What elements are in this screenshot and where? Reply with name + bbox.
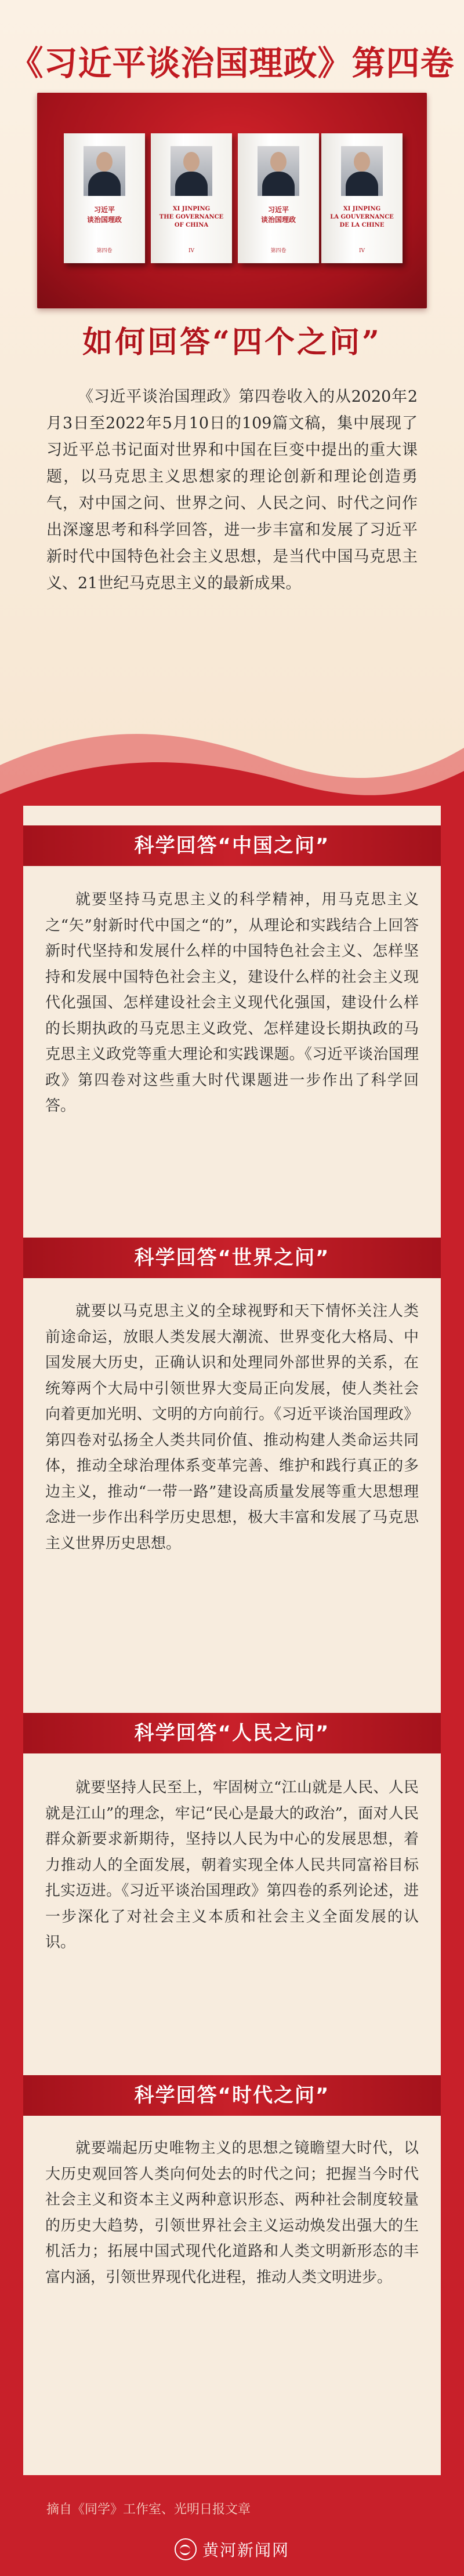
book-volume: 第四卷 [96,248,113,254]
section-title: 科学回答“世界之问” [23,1238,441,1278]
book-volume: IV [188,248,195,254]
section-title: 科学回答“中国之问” [23,825,441,866]
book-title: 习近平 谈治国理政 [260,206,296,224]
book-cover [64,133,145,263]
brand-name: 黄河新闻网 [202,2541,289,2560]
section-body: 就要坚持马克思主义的科学精神，用马克思主义之“矢”射新时代中国之“的”，从理论和实践结合上回答新时代坚持和发展什么样的中国特色社会主义、怎样坚持和发展中国特色社会主义，建设什么样的社会主义现代化强国、怎样建设社会主义现代化强国，建设什么样的长期执政的马克思主义政党、怎样建设长期执政的马克思主义政党等重大理论和实践课题。《习近平谈治国理政》第四卷对这些重大时代课题进一步作出了科学回答。 [45,891,419,1115]
brand-mark-icon [175,2538,197,2560]
page-title: 《习近平谈治国理政》第四卷 [9,43,455,83]
brand-logo [168,2538,296,2561]
section-body: 就要端起历史唯物主义的思想之镜瞻望大时代，以大历史观回答人类向何处去的时代之问；把握当今时代社会主义和资本主义两种意识形态、两种社会制度较量的历史大趋势，引领世界社会主义运动焕发出强大的生机活力；拓展中国式现代化道路和人类文明新形态的丰富内涵，引领世界现代化进程，推动人类文明进步。 [45,2140,419,2286]
portrait-image [258,146,299,196]
book-title: XI JINPING LA GOUVERNANCE DE LA CHINE [330,206,394,228]
section-body: 就要以马克思主义的全球视野和天下情怀关注人类前途命运，放眼人类发展大潮流、世界变化大格局、中国发展大历史，正确认识和处理同外部世界的关系，在统筹两个大局中引领世界大变局正向发展，使人类社会向着更加光明、文明的方向前行。《习近平谈治国理政》第四卷对弘扬全人类共同价值、推动构建人类命运共同体，推动全球治理体系变革完善、维护和践行真正的多边主义，推动“一带一路”建设高质量发展等重大思想理念进一步作出科学历史思想，极大丰富和发展了马克思主义世界历史思想。 [45,1302,419,1552]
portrait-image [171,146,212,196]
intro-paragraph: 《习近平谈治国理政》第四卷收入的从2020年2月3日至2022年5月10日的109篇文稿，集中展现了习近平总书记面对世界和中国在巨变中提出的重大课题，以马克思主义思想家的理论创新和理论创造勇气，对中国之问、世界之问、人民之问、时代之问作出深邃思考和科学回答，进一步丰富和发展了习近平新时代中国特色社会主义思想，是当代中国马克思主义、21世纪马克思主义的最新成果。 [46,388,418,592]
source-note: 摘自《同学》工作室、光明日报文章 [46,2502,251,2517]
book-cover [151,133,232,263]
book-title: 习近平 谈治国理政 [86,206,122,224]
book-title: XI JINPING THE GOVERNANCE OF CHINA [159,206,224,228]
section-title: 科学回答“人民之问” [23,1713,441,1753]
book-photo [37,93,427,308]
portrait-image [84,146,125,196]
section-title: 科学回答“时代之问” [23,2075,441,2116]
book-volume: IV [358,248,365,254]
portrait-image [341,146,383,196]
book-cover [238,133,319,263]
book-volume: 第四卷 [270,248,287,254]
book-cover [321,133,403,263]
page-subtitle: 如何回答“四个之问” [82,325,382,360]
section-body: 就要坚持人民至上，牢固树立“江山就是人民、人民就是江山”的理念，牢记“民心是最大的政治”，面对人民群众新要求新期待，坚持以人民为中心的发展思想，着力推动人的全面发展，朝着实现全体人民共同富裕目标扎实迈进。《习近平谈治国理政》第四卷的系列论述，进一步深化了对社会主义本质和社会主义全面发展的认识。 [45,1779,419,1951]
